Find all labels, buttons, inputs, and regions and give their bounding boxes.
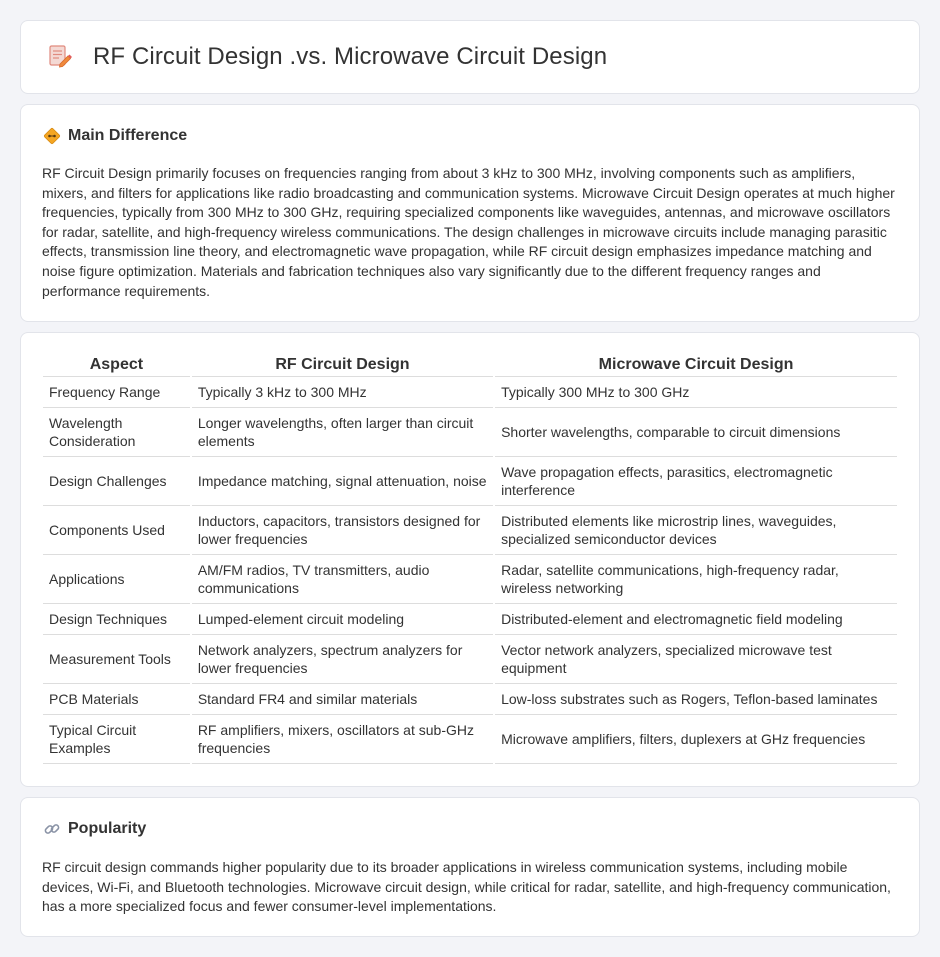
rf-cell: Typically 3 kHz to 300 MHz (192, 377, 493, 408)
aspect-cell: Applications (43, 555, 190, 604)
aspect-cell: Typical Circuit Examples (43, 715, 190, 764)
rf-cell: Lumped-element circuit modeling (192, 604, 493, 635)
microwave-cell: Shorter wavelengths, comparable to circuit dimensions (495, 408, 897, 457)
aspect-cell: Measurement Tools (43, 635, 190, 684)
document-edit-icon (47, 43, 73, 71)
link-icon (43, 820, 61, 838)
aspect-cell: Design Challenges (43, 457, 190, 506)
table-row (43, 506, 897, 555)
title-card (20, 20, 920, 94)
microwave-cell: Typically 300 MHz to 300 GHz (495, 377, 897, 408)
main-difference-text: RF Circuit Design primarily focuses on frequencies ranging from about 3 kHz to 300 MHz, involving components such as amplifiers, mixers, and filters for applications like radio broadcasting and communication systems. Microwave Circuit Design operates at much higher frequencies, typically from 300 MHz to 300 GHz, requiring specialized components like waveguides, antennas, and microwave oscillators for radar, satellite, and high-frequency wireless communications. The design challenges in microwave circuits include managing parasitic effects, transmission line theory, and electromagnetic wave propagation, while RF circuit design emphasizes impedance matching and noise figure optimization. Materials and fabrication techniques also vary significantly due to the different frequency ranges and performance requirements. (42, 165, 895, 299)
rf-cell: AM/FM radios, TV transmitters, audio communications (192, 555, 493, 604)
rf-cell: Standard FR4 and similar materials (192, 684, 493, 715)
microwave-cell: Microwave amplifiers, filters, duplexers at GHz frequencies (495, 715, 897, 764)
table-row (43, 684, 897, 715)
table-row (43, 555, 897, 604)
popularity-header (43, 820, 146, 838)
comparison-section (20, 332, 920, 787)
rf-cell: Inductors, capacitors, transistors designed for lower frequencies (192, 506, 493, 555)
rf-cell: Network analyzers, spectrum analyzers for lower frequencies (192, 635, 493, 684)
main-difference-section (20, 104, 920, 322)
header-rf: RF Circuit Design (192, 353, 493, 377)
aspect-cell: Wavelength Consideration (43, 408, 190, 457)
microwave-cell: Low-loss substrates such as Rogers, Teflon-based laminates (495, 684, 897, 715)
table-row (43, 635, 897, 684)
microwave-cell: Vector network analyzers, specialized microwave test equipment (495, 635, 897, 684)
aspect-cell: Frequency Range (43, 377, 190, 408)
comparison-table (41, 353, 899, 764)
table-header-row (43, 353, 897, 377)
aspect-cell: PCB Materials (43, 684, 190, 715)
rf-cell: RF amplifiers, mixers, oscillators at sub-GHz frequencies (192, 715, 493, 764)
rf-cell: Longer wavelengths, often larger than circuit elements (192, 408, 493, 457)
table-row (43, 457, 897, 506)
aspect-cell: Components Used (43, 506, 190, 555)
microwave-cell: Wave propagation effects, parasitics, electromagnetic interference (495, 457, 897, 506)
popularity-section (20, 797, 920, 937)
microwave-cell: Radar, satellite communications, high-frequency radar, wireless networking (495, 555, 897, 604)
popularity-heading: Popularity (68, 820, 147, 837)
microwave-cell: Distributed-element and electromagnetic field modeling (495, 604, 897, 635)
rf-cell: Impedance matching, signal attenuation, noise (192, 457, 493, 506)
diamond-sign-icon (43, 127, 61, 145)
title-row (47, 43, 607, 71)
popularity-text: RF circuit design commands higher popularity due to its broader applications in wireless communication systems, including mobile devices, Wi-Fi, and Bluetooth technologies. Microwave circuit design, while critical for radar, satellite, and high-frequency communication, has a more specialized focus and fewer consumer-level implementations. (42, 859, 891, 915)
main-difference-heading: Main Difference (68, 127, 188, 144)
header-microwave: Microwave Circuit Design (495, 353, 897, 377)
table-row (43, 377, 897, 408)
aspect-cell: Design Techniques (43, 604, 190, 635)
table-row (43, 715, 897, 764)
table-row (43, 408, 897, 457)
main-difference-header (43, 127, 187, 145)
header-aspect: Aspect (43, 353, 190, 377)
table-row (43, 604, 897, 635)
page-title: RF Circuit Design .vs. Microwave Circuit Design (93, 43, 608, 70)
microwave-cell: Distributed elements like microstrip lines, waveguides, specialized semiconductor devices (495, 506, 897, 555)
